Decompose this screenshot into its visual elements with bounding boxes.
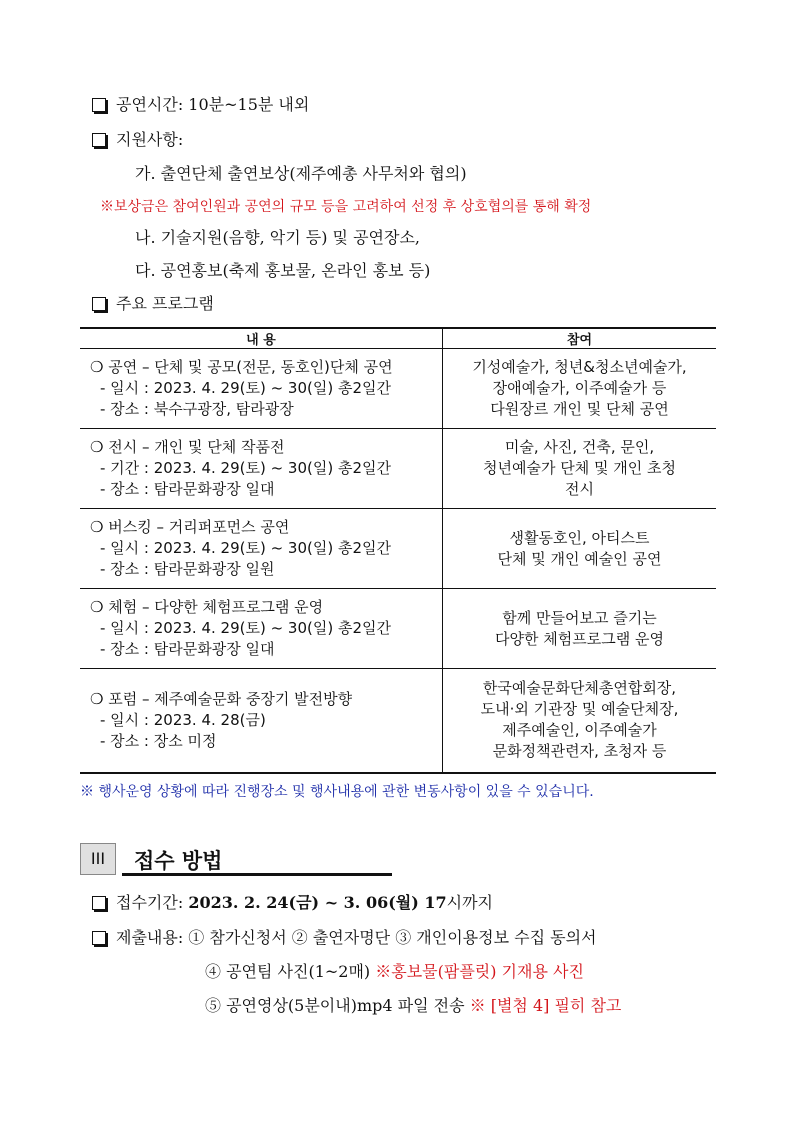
row-participants: 생활동호인, 아티스트 단체 및 개인 예술인 공연 (443, 509, 717, 589)
row-content: ❍ 전시 – 개인 및 단체 작품전 - 기간 : 2023. 4. 29(토) ~ 30(일) 총2일간 - 장소 : 탐라문화광장 일대 (80, 429, 443, 509)
checkbox-icon (92, 297, 106, 311)
row-content: ❍ 공연 – 단체 및 공모(전문, 동호인)단체 공연 - 일시 : 2023. 4. 29(토) ~ 30(일) 총2일간 - 장소 : 북수구광장, 탐라광장 (80, 349, 443, 429)
checkbox-icon (92, 896, 106, 910)
row-content: ❍ 포럼 – 제주예술문화 중장기 발전방향 - 일시 : 2023. 4. 28(금) - 장소 : 장소 미정 (80, 669, 443, 773)
checkbox-icon (92, 98, 106, 112)
item-support: 지원사항: (92, 130, 183, 150)
table-row (80, 509, 716, 589)
program-table (80, 327, 716, 774)
row-participants: 기성예술가, 청년&청소년예술가, 장애예술가, 이주예술가 등 다원장르 개인 및 단체 공연 (443, 349, 717, 429)
row-participants: 미술, 사진, 건축, 문인, 청년예술가 단체 및 개인 초청 전시 (443, 429, 717, 509)
row-participants: 한국예술문화단체총연합회장, 도내·외 기관장 및 예술단체장, 제주예술인, 이주예술가 문화정책관련자, 초청자 등 (443, 669, 717, 773)
row-participants: 함께 만들어보고 즐기는 다양한 체험프로그램 운영 (443, 589, 717, 669)
header-participants: 참여 (443, 328, 717, 349)
section-title: 접수 방법 (134, 849, 223, 873)
checkbox-icon (92, 133, 106, 147)
submission-docs-line2: ④ 공연팀 사진(1~2매) ※홍보물(팜플릿) 기재용 사진 (205, 962, 584, 981)
row-content: ❍ 버스킹 – 거리퍼포먼스 공연 - 일시 : 2023. 4. 29(토) ~ 30(일) 총2일간 - 장소 : 탐라문화광장 일원 (80, 509, 443, 589)
section-number: III (80, 843, 116, 875)
checkbox-icon (92, 931, 106, 945)
item-application-period: 접수기간: 2023. 2. 24(금) ~ 3. 06(월) 17시까지 (92, 893, 493, 913)
header-content: 내 용 (80, 328, 443, 349)
support-a: 가. 출연단체 출연보상(제주예총 사무처와 협의) (135, 164, 467, 183)
section-underline (122, 873, 392, 876)
table-row (80, 429, 716, 509)
support-b: 나. 기술지원(음향, 악기 등) 및 공연장소, (135, 228, 421, 247)
table-row (80, 589, 716, 669)
table-header-row (80, 328, 716, 349)
section-header (80, 843, 392, 875)
row-content: ❍ 체험 – 다양한 체험프로그램 운영 - 일시 : 2023. 4. 29(토) ~ 30(일) 총2일간 - 장소 : 탐라문화광장 일대 (80, 589, 443, 669)
submission-docs-line3: ⑤ 공연영상(5분이내)mp4 파일 전송 ※ [별첨 4] 필히 참고 (205, 996, 622, 1015)
support-note: ※보상금은 참여인원과 공연의 규모 등을 고려하여 선정 후 상호협의를 통해 확정 (100, 199, 592, 215)
table-note: ※ 행사운영 상황에 따라 진행장소 및 행사내용에 관한 변동사항이 있을 수 있습니다. (80, 784, 594, 800)
item-performance-time: 공연시간: 10분~15분 내외 (92, 95, 309, 115)
item-submission-docs: 제출내용: ① 참가신청서 ② 출연자명단 ③ 개인이용정보 수집 동의서 (92, 928, 596, 948)
item-programs: 주요 프로그램 (92, 294, 214, 314)
table-row (80, 349, 716, 429)
support-c: 다. 공연홍보(축제 홍보물, 온라인 홍보 등) (135, 261, 431, 280)
table-row (80, 669, 716, 773)
